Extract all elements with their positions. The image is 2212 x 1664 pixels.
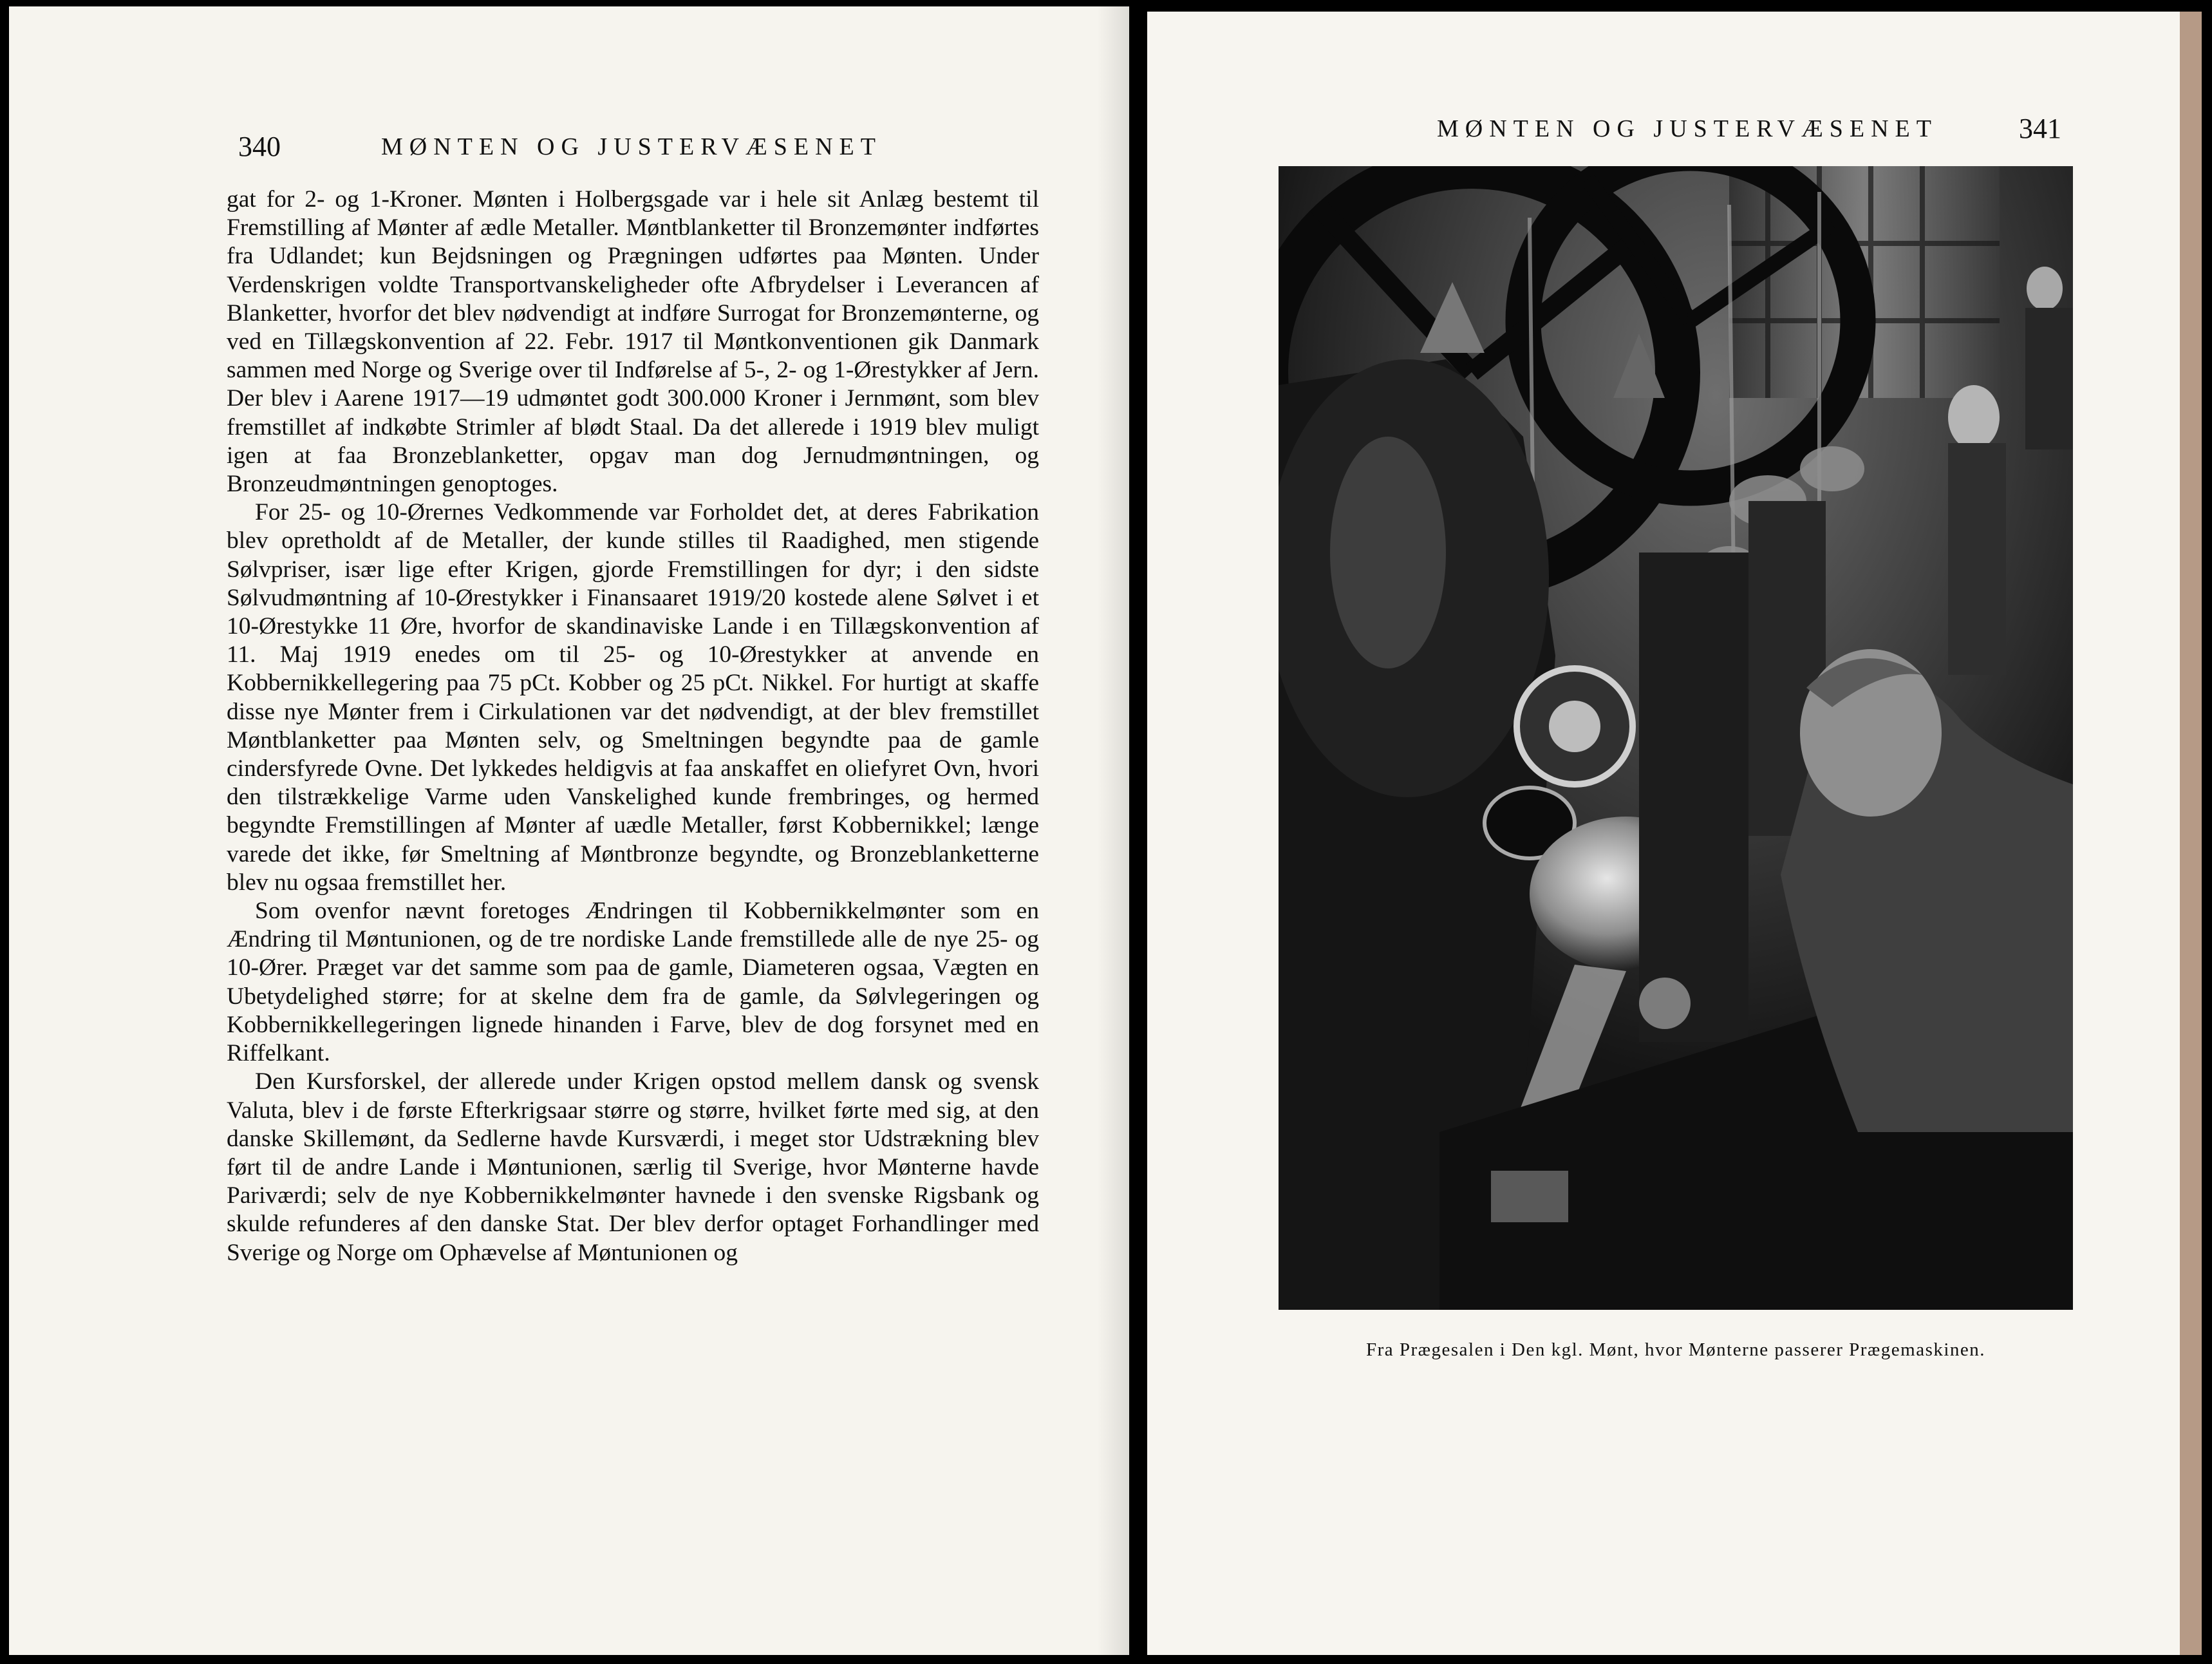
- left-running-head: MØNTEN OG JUSTERVÆSENET: [381, 133, 882, 160]
- paragraph: Som ovenfor nævnt foretoges Ændringen til Kobbernikkelmønter som en Ændring til Møntunionen, og de tre nordiske Lande fremstillede alle de nye 25- og 10-Ører. Præget var det samme som paa de gamle, Diameteren ogsaa, Vægten en Ubetydelighed større; for at skelne dem fra de gamle, da Sølvlegeringen og Kobbernikkellegeringen lignede hinanden i Farve, blev de dog forsynet med en Riffelkant.: [227, 898, 1039, 1067]
- left-body-text: [227, 185, 1039, 1267]
- left-page: [9, 6, 1129, 1655]
- right-running-head: MØNTEN OG JUSTERVÆSENET: [1437, 115, 1938, 142]
- coin-press-hall-photo: [1279, 166, 2073, 1310]
- right-page-number: 341: [2019, 113, 2061, 144]
- paragraph: gat for 2- og 1-Kroner. Mønten i Holbergsgade var i hele sit Anlæg bestemt til Fremstilling af Mønter af ædle Metaller. Møntblanketter til Bronzemønter indførtes fra Udlandet; kun Bejdsningen og Prægningen udførtes paa Mønten. Under Verdenskrigen voldte Transportvanskeligheder ofte Afbrydelser i Leverancen af Blanketter, hvorfor det blev nødvendigt at indføre Surrogat for Bronzemønterne, og ved en Tillægskonvention af 22. Febr. 1917 til Møntkonventionen gik Danmark sammen med Norge og Sverige over til Indførelse af 5-, 2- og 1-Ørestykker af Jern. Der blev i Aarene 1917—19 udmøntet godt 300.000 Kroner i Jernmønt, som blev fremstillet af indkøbte Strimler af blødt Staal. Da det allerede i 1919 blev muligt igen at faa Bronzeblanketter, opgav man dog Jernudmøntningen, og Bronzeudmøntningen genoptoges.: [227, 186, 1039, 498]
- photo-caption: Fra Prægesalen i Den kgl. Mønt, hvor Mønterne passerer Prægemaskinen.: [1365, 1339, 1986, 1360]
- right-page: [1147, 12, 2202, 1655]
- book-edge: [2180, 12, 2202, 1655]
- gutter-shadow: [1097, 6, 1129, 1655]
- paragraph: For 25- og 10-Ørernes Vedkommende var Forholdet det, at deres Fabrikation blev opretholdt af de Metaller, der kunde stilles til Raadighed, men stigende Sølvpriser, især lige efter Krigen, gjorde Fremstillingen for dyr; i den sidste Sølvudmøntning af 10-Ørestykker i Finansaaret 1919/20 kostede alene Sølvet i et 10-Ørestykke 11 Øre, hvorfor de skandinaviske Lande i en Tillægskonvention af 11. Maj 1919 enedes om til 25- og 10-Ørestykker at anvende en Kobbernikkellegering paa 75 pCt. Kobber og 25 pCt. Nikkel. For hurtigt at skaffe disse nye Mønter frem i Cirkulationen var det nødvendigt, at der blev fremstillet Møntblanketter paa Mønten selv, og Smeltningen begyndte paa de gamle cindersfyrede Ovne. Det lykkedes heldigvis at faa anskaffet en oliefyret Ovn, hvori den tilstrækkelige Varme uden Vanskelighed kunde frembringes, og hermed begyndte Fremstillingen af Mønter af uædle Metaller, først Kobbernikkel; længe varede det ikke, før Smeltning af Møntbronze begyndte, og Bronzeblanketterne blev nu ogsaa fremstillet her.: [227, 499, 1039, 896]
- paragraph: Den Kursforskel, der allerede under Krigen opstod mellem dansk og svensk Valuta, blev i de første Efterkrigsaar større og større, hvilket førte med sig, at den danske Skillemønt, da Sedlerne havde Kursværdi, i meget stor Udstrækning blev ført til de andre Lande i Møntunionen, særlig til Sverige, hvor Mønterne havde Pariværdi; selv de nye Kobbernikkelmønter havnede i den svenske Rigsbank og skulde refunderes af den danske Stat. Der blev derfor optaget Forhandlinger med Sverige og Norge om Ophævelse af Møntunionen og: [227, 1068, 1039, 1266]
- left-page-number: 340: [238, 131, 281, 162]
